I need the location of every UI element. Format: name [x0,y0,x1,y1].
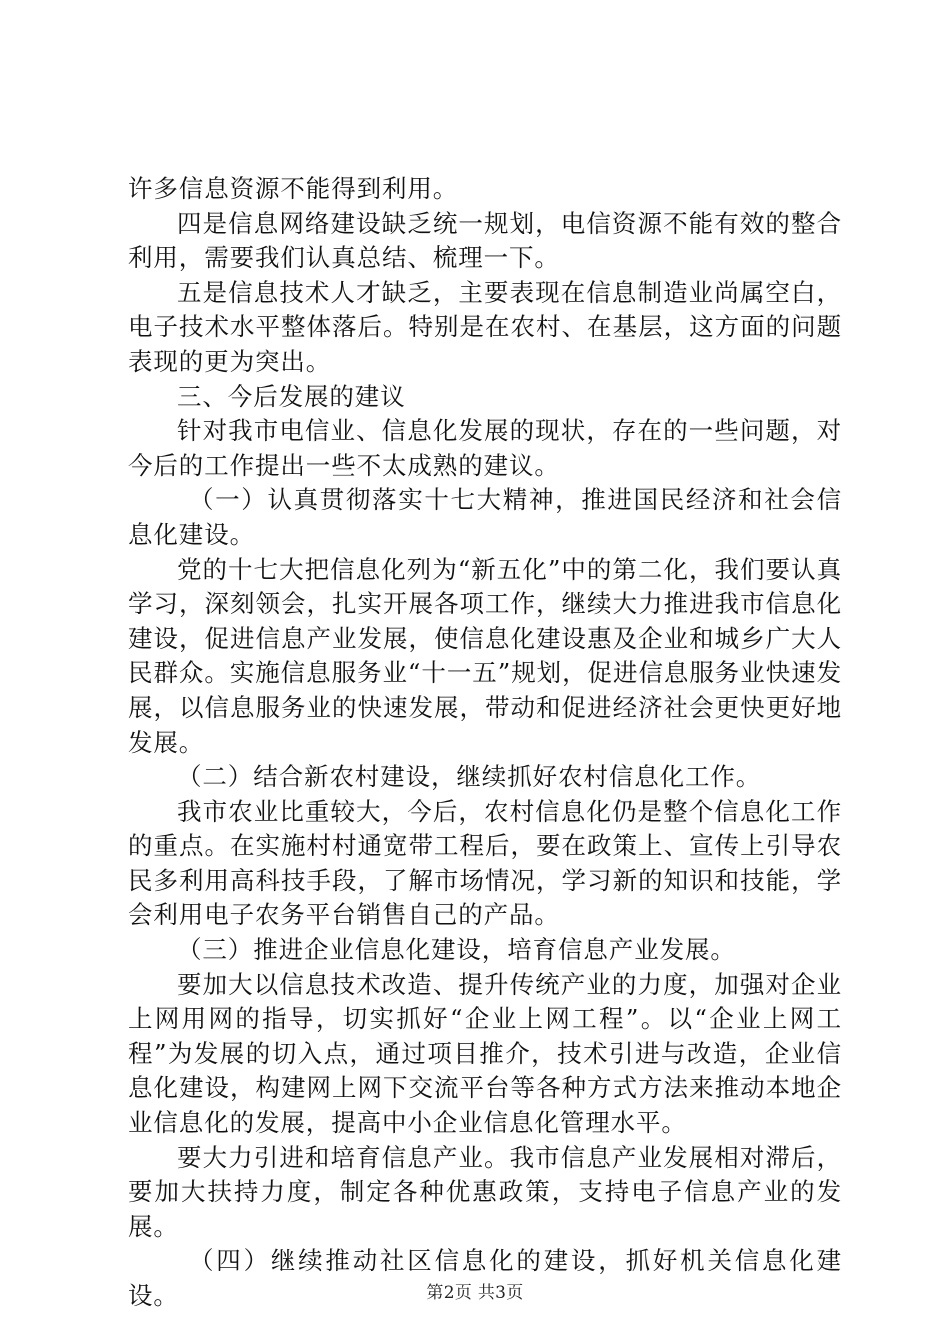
paragraph-two-body: 我市农业比重较大，今后，农村信息化仍是整个信息化工作的重点。在实施村村通宽带工程后，要在政策上、宣传上引导农民多利用高科技手段，了解市场情况，学习新的知识和技能，学会利用电子农务平台销售自己的产品。 [128,796,842,930]
subheading-four: （四）继续推动社区信息化的建设，抓好机关信息化建设。 [128,1246,842,1310]
paragraph-suggestions-intro: 针对我市电信业、信息化发展的现状，存在的一些问题，对今后的工作提出一些不太成熟的建议。 [128,416,842,480]
document-body [128,172,842,1314]
paragraph-continuation: 许多信息资源不能得到利用。 [128,174,459,203]
subheading-two: （二）结合新农村建设，继续抓好农村信息化工作。 [177,762,762,792]
paragraph-three-body-2: 要大力引进和培育信息产业。我市信息产业发展相对滞后，要加大扶持力度，制定各种优惠政策，支持电子信息产业的发展。 [128,1142,842,1241]
paragraph-three-body: 要加大以信息技术改造、提升传统产业的力度，加强对企业上网用网的指导，切实抓好“企业上网工程”。以“企业上网工程”为发展的切入点，通过项目推介，技术引进与改造，企业信息化建设，构建网上网下交流平台等各种方式方法来推动本地企业信息化的发展，提高中小企业信息化管理水平。 [128,969,842,1138]
section-heading-suggestions: 三、今后发展的建议 [177,381,406,411]
subheading-one: （一）认真贯彻落实十七大精神，推进国民经济和社会信息化建设。 [128,485,842,549]
paragraph-one-body: 党的十七大把信息化列为“新五化”中的第二化，我们要认真学习，深刻领会，扎实开展各项工作，继续大力推进我市信息化建设，促进信息产业发展，使信息化建设惠及企业和城乡广大人民群众。实施信息服务业“十一五”规划，促进信息服务业快速发展，以信息服务业的快速发展，带动和促进经济社会更快更好地发展。 [128,554,842,757]
paragraph-problem-five: 五是信息技术人才缺乏，主要表现在信息制造业尚属空白，电子技术水平整体落后。特别是在农村、在基层，这方面的问题表现的更为突出。 [128,277,842,376]
page-footer: 第2页 共3页 [426,1283,524,1303]
subheading-three: （三）推进企业信息化建设，培育信息产业发展。 [177,935,736,965]
paragraph-problem-four: 四是信息网络建设缺乏统一规划，电信资源不能有效的整合利用，需要我们认真总结、梳理一下。 [128,208,842,273]
